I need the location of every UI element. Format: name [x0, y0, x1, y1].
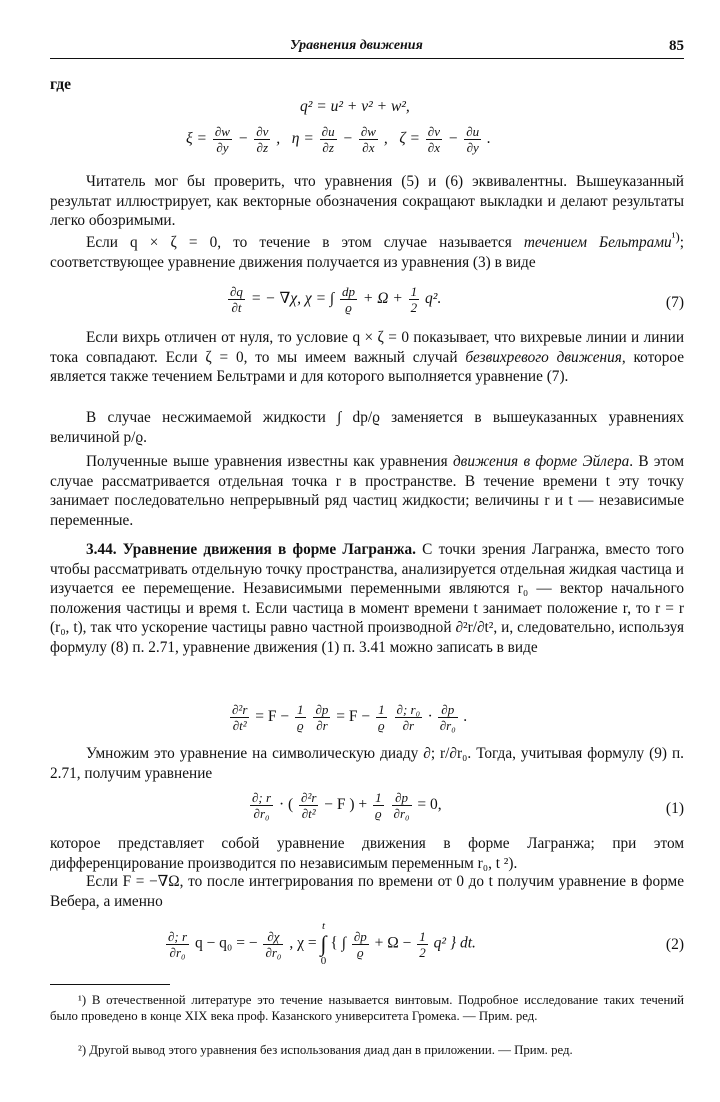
footnote-2: ²) Другой вывод этого уравнения без использования диад дан в приложении. — Прим. ред.	[78, 1043, 573, 1057]
frac-dv-dz: $\frac{\partial v}{\partial z}$	[256, 124, 269, 155]
paragraph-equivalence: Читатель мог бы проверить, что уравнения (5) и (6) эквивалентны. Вышеуказанный результат иллюстрирует, как векторные обозначения сокращают выкладки и делают результаты легко обозримыми.	[50, 173, 684, 230]
paragraph-euler-form: Полученные выше уравнения известны как уравнения движения в форме Эйлера. В этом случае рассматривается отдельная точка r в пространстве. В течение времени t эту точку занимает последовательно непрерывный ряд частиц жидкости; величины r и t — независимые переменные.	[50, 453, 685, 529]
running-head	[50, 36, 684, 59]
frac-du-dy: $\frac{\partial u}{\partial y}$	[466, 124, 480, 155]
zeta-label: ζ =	[399, 130, 420, 148]
frac-dv-dx: $\frac{\partial v}{\partial x}$	[427, 124, 440, 155]
integral-limits: t ∫ 0	[320, 920, 327, 967]
footnote-rule	[50, 984, 170, 985]
paragraph-beltrami: Если q × ζ = 0, то течение в этом случае называется течением Бельтрами$^{^1)}$; соответствующее уравнение движения получается из уравнения (3) в виде	[50, 230, 684, 271]
paragraph-dyad: Умножим это уравнение на символическую диаду ∂; r/∂r₀. Тогда, учитывая формулу (9) п. 2.71, получим уравнение	[50, 745, 684, 782]
equation-vorticity-components: ξ = $\frac{\partial w}{\partial y}$ − $\frac{\partial v}{\partial z}$ , η = $\frac{\partial u}{\partial z}$ − $\frac{\partial w}{\partial x}$ , ζ = $\frac{\partial v}{\partial x}$ − $\frac{\partial u}{\partial y}$ .	[186, 124, 491, 155]
xi-label: ξ =	[186, 130, 207, 148]
eta-label: η =	[291, 130, 314, 148]
running-title: Уравнения движения	[290, 38, 423, 53]
page-number: 85	[669, 38, 684, 54]
equation-lagrange-acceleration: $\frac{\text{∂²r}}{\text{∂t²}}$ = F − $\frac{1}{ϱ}$ $\frac{\partial p}{\partial r}$ = F − $\frac{1}{ϱ}$ $\frac{\text{∂; r₀}}{\partial r}$ · $\frac{\partial p}{\text{∂r₀}}$ .	[232, 702, 468, 733]
paragraph-lagrange-form: которое представляет собой уравнение движения в форме Лагранжа; при этом дифференцирование производится по независимым переменным r₀, t ²).	[50, 835, 684, 872]
section-heading: 3.44. Уравнение движения в форме Лагранжа.	[86, 541, 416, 558]
equation-1: $\frac{\partial; r}{\text{∂r₀}}$ · ( $\frac{\text{∂²r}}{\text{∂t²}}$ − F ) + $\frac{1}{ϱ}$ $\frac{\partial p}{\text{∂r₀}}$ = 0,	[252, 790, 442, 821]
frac-dw-dx: $\frac{\partial w}{\partial x}$	[360, 124, 376, 155]
equation-7-number: (7)	[665, 294, 684, 311]
frac-dw-dy: $\frac{\partial w}{\partial y}$	[214, 124, 230, 155]
paragraph-weber: Если F = −∇Ω, то после интегрирования по времени от 0 до t получим уравнение в форме Вебера, а именно	[50, 873, 684, 910]
equation-1-number: (1)	[665, 800, 684, 817]
paragraph-incompressible: В случае несжимаемой жидкости ∫ dp/ϱ заменяется в вышеуказанных уравнениях величиной p/ϱ.	[50, 409, 684, 446]
equation-q-squared: q² = u² + v² + w²,	[300, 98, 410, 115]
frac-du-dz: $\frac{\partial u}{\partial z}$	[321, 124, 335, 155]
equation-7: $\frac{\partial q}{\partial t}$ = − ∇χ, χ = ∫ $\frac{dp}{ϱ}$ + Ω + $\frac{1}{2}$ q².	[230, 284, 442, 315]
top-word: где	[50, 76, 71, 93]
section-3-44: 3.44. Уравнение движения в форме Лагранжа. С точки зрения Лагранжа, вместо того чтобы рассматривать отдельную точку пространства, анализируется отдельная жидкая частица и изучается ее перемещение. Независимыми переменными являются r₀ — вектор начального положения частицы и время t. Если частица в момент времени t занимает положение r, то r = r (r₀, t), так что ускорение частицы равно частной производной ∂²r/∂t², и, следовательно, используя формулу (8) п. 2.71, уравнение движения (1) п. 3.41 можно записать в виде	[50, 541, 684, 656]
paragraph-vortex: Если вихрь отличен от нуля, то условие q × ζ = 0 показывает, что вихревые линии и линии тока совпадают. Если ζ = 0, то мы имеем важный случай безвихревого движения, которое является также течением Бельтрами и для которого выполняется уравнение (7).	[50, 329, 684, 386]
equation-2-number: (2)	[665, 936, 684, 953]
footnote-1: ¹) В отечественной литературе это течение называется винтовым. Подробное исследование таких течений было проведено в конце XIX века проф. Казанского университета Громека. — Прим. ред.	[50, 993, 684, 1024]
equation-2: $\frac{\partial; r}{\text{∂r₀}}$ q − q₀ = − $\frac{\partial\chi}{\text{∂r₀}}$ , χ = t ∫ 0 { ∫ $\frac{\partial p}{ϱ}$ + Ω − $\frac{1}{2}$ q² } dt.	[168, 920, 476, 967]
